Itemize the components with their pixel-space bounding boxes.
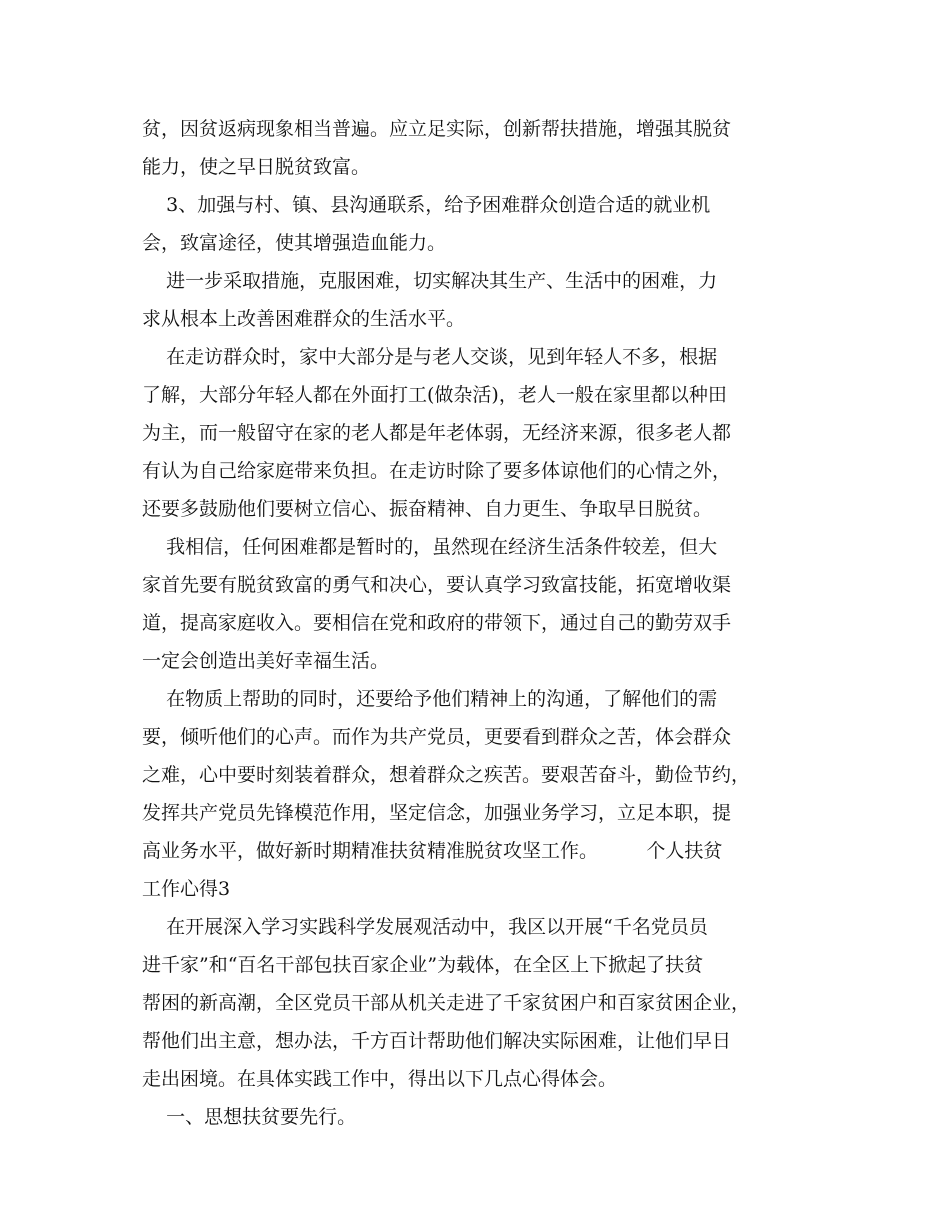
text-line: 工作心得3 bbox=[142, 878, 231, 900]
text-line: 了解，大部分年轻人都在外面打工(做杂活)，老人一般在家里都以种田 bbox=[142, 384, 727, 406]
text-line: 有认为自己给家庭带来负担。在走访时除了要多体谅他们的心情之外， bbox=[142, 460, 732, 482]
text-line: 之难，心中要时刻装着群众，想着群众之疾苦。要艰苦奋斗，勤俭节约， bbox=[142, 764, 751, 786]
text-line: 3、加强与村、镇、县沟通联系，给予困难群众创造合适的就业机 bbox=[142, 194, 711, 216]
text-line: 进一步采取措施，克服困难，切实解决其生产、生活中的困难，力 bbox=[142, 270, 718, 292]
text-line: 发挥共产党员先锋模范作用，坚定信念，加强业务学习，立足本职，提 bbox=[142, 802, 732, 824]
text-line: 我相信，任何困难都是暂时的，虽然现在经济生活条件较差，但大 bbox=[142, 536, 718, 558]
text-line: 求从根本上改善困难群众的生活水平。 bbox=[142, 308, 466, 330]
text-line: 在走访群众时，家中大部分是与老人交谈，见到年轻人不多，根据 bbox=[142, 346, 718, 368]
text-line: 帮困的新高潮，全区党员干部从机关走进了千家贫困户和百家贫困企业， bbox=[142, 992, 751, 1014]
text-line: 帮他们出主意，想办法，千方百计帮助他们解决实际困难，让他们早日 bbox=[142, 1030, 732, 1052]
text-line: 会，致富途径，使其增强造血能力。 bbox=[142, 232, 447, 254]
text-line: 在物质上帮助的同时，还要给予他们精神上的沟通，了解他们的需 bbox=[142, 688, 718, 710]
text-line: 一定会创造出美好幸福生活。 bbox=[142, 650, 390, 672]
text-line: 在开展深入学习实践科学发展观活动中，我区以开展“千名党员员 bbox=[142, 916, 708, 938]
text-line: 进千家”和“百名干部包扶百家企业”为载体，在全区上下掀起了扶贫 bbox=[142, 954, 704, 976]
text-line: 家首先要有脱贫致富的勇气和决心，要认真学习致富技能，拓宽增收渠 bbox=[142, 574, 732, 596]
text-line: 能力，使之早日脱贫致富。 bbox=[142, 156, 371, 178]
text-line: 道，提高家庭收入。要相信在党和政府的带领下，通过自己的勤劳双手 bbox=[142, 612, 732, 634]
text-line: 还要多鼓励他们要树立信心、振奋精神、自力更生、争取早日脱贫。 bbox=[142, 498, 713, 520]
document-body bbox=[142, 110, 822, 1136]
text-line: 贫，因贫返病现象相当普遍。应立足实际，创新帮扶措施，增强其脱贫 bbox=[142, 118, 732, 140]
text-line: 一、思想扶贫要先行。 bbox=[142, 1106, 357, 1128]
text-line: 为主，而一般留守在家的老人都是年老体弱，无经济来源，很多老人都 bbox=[142, 422, 732, 444]
text-line: 要，倾听他们的心声。而作为共产党员，更要看到群众之苦，体会群众 bbox=[142, 726, 732, 748]
text-line: 高业务水平，做好新时期精准扶贫精准脱贫攻坚工作。 个人扶贫 bbox=[142, 840, 723, 862]
text-line: 走出困境。在具体实践工作中，得出以下几点心得体会。 bbox=[142, 1068, 618, 1090]
